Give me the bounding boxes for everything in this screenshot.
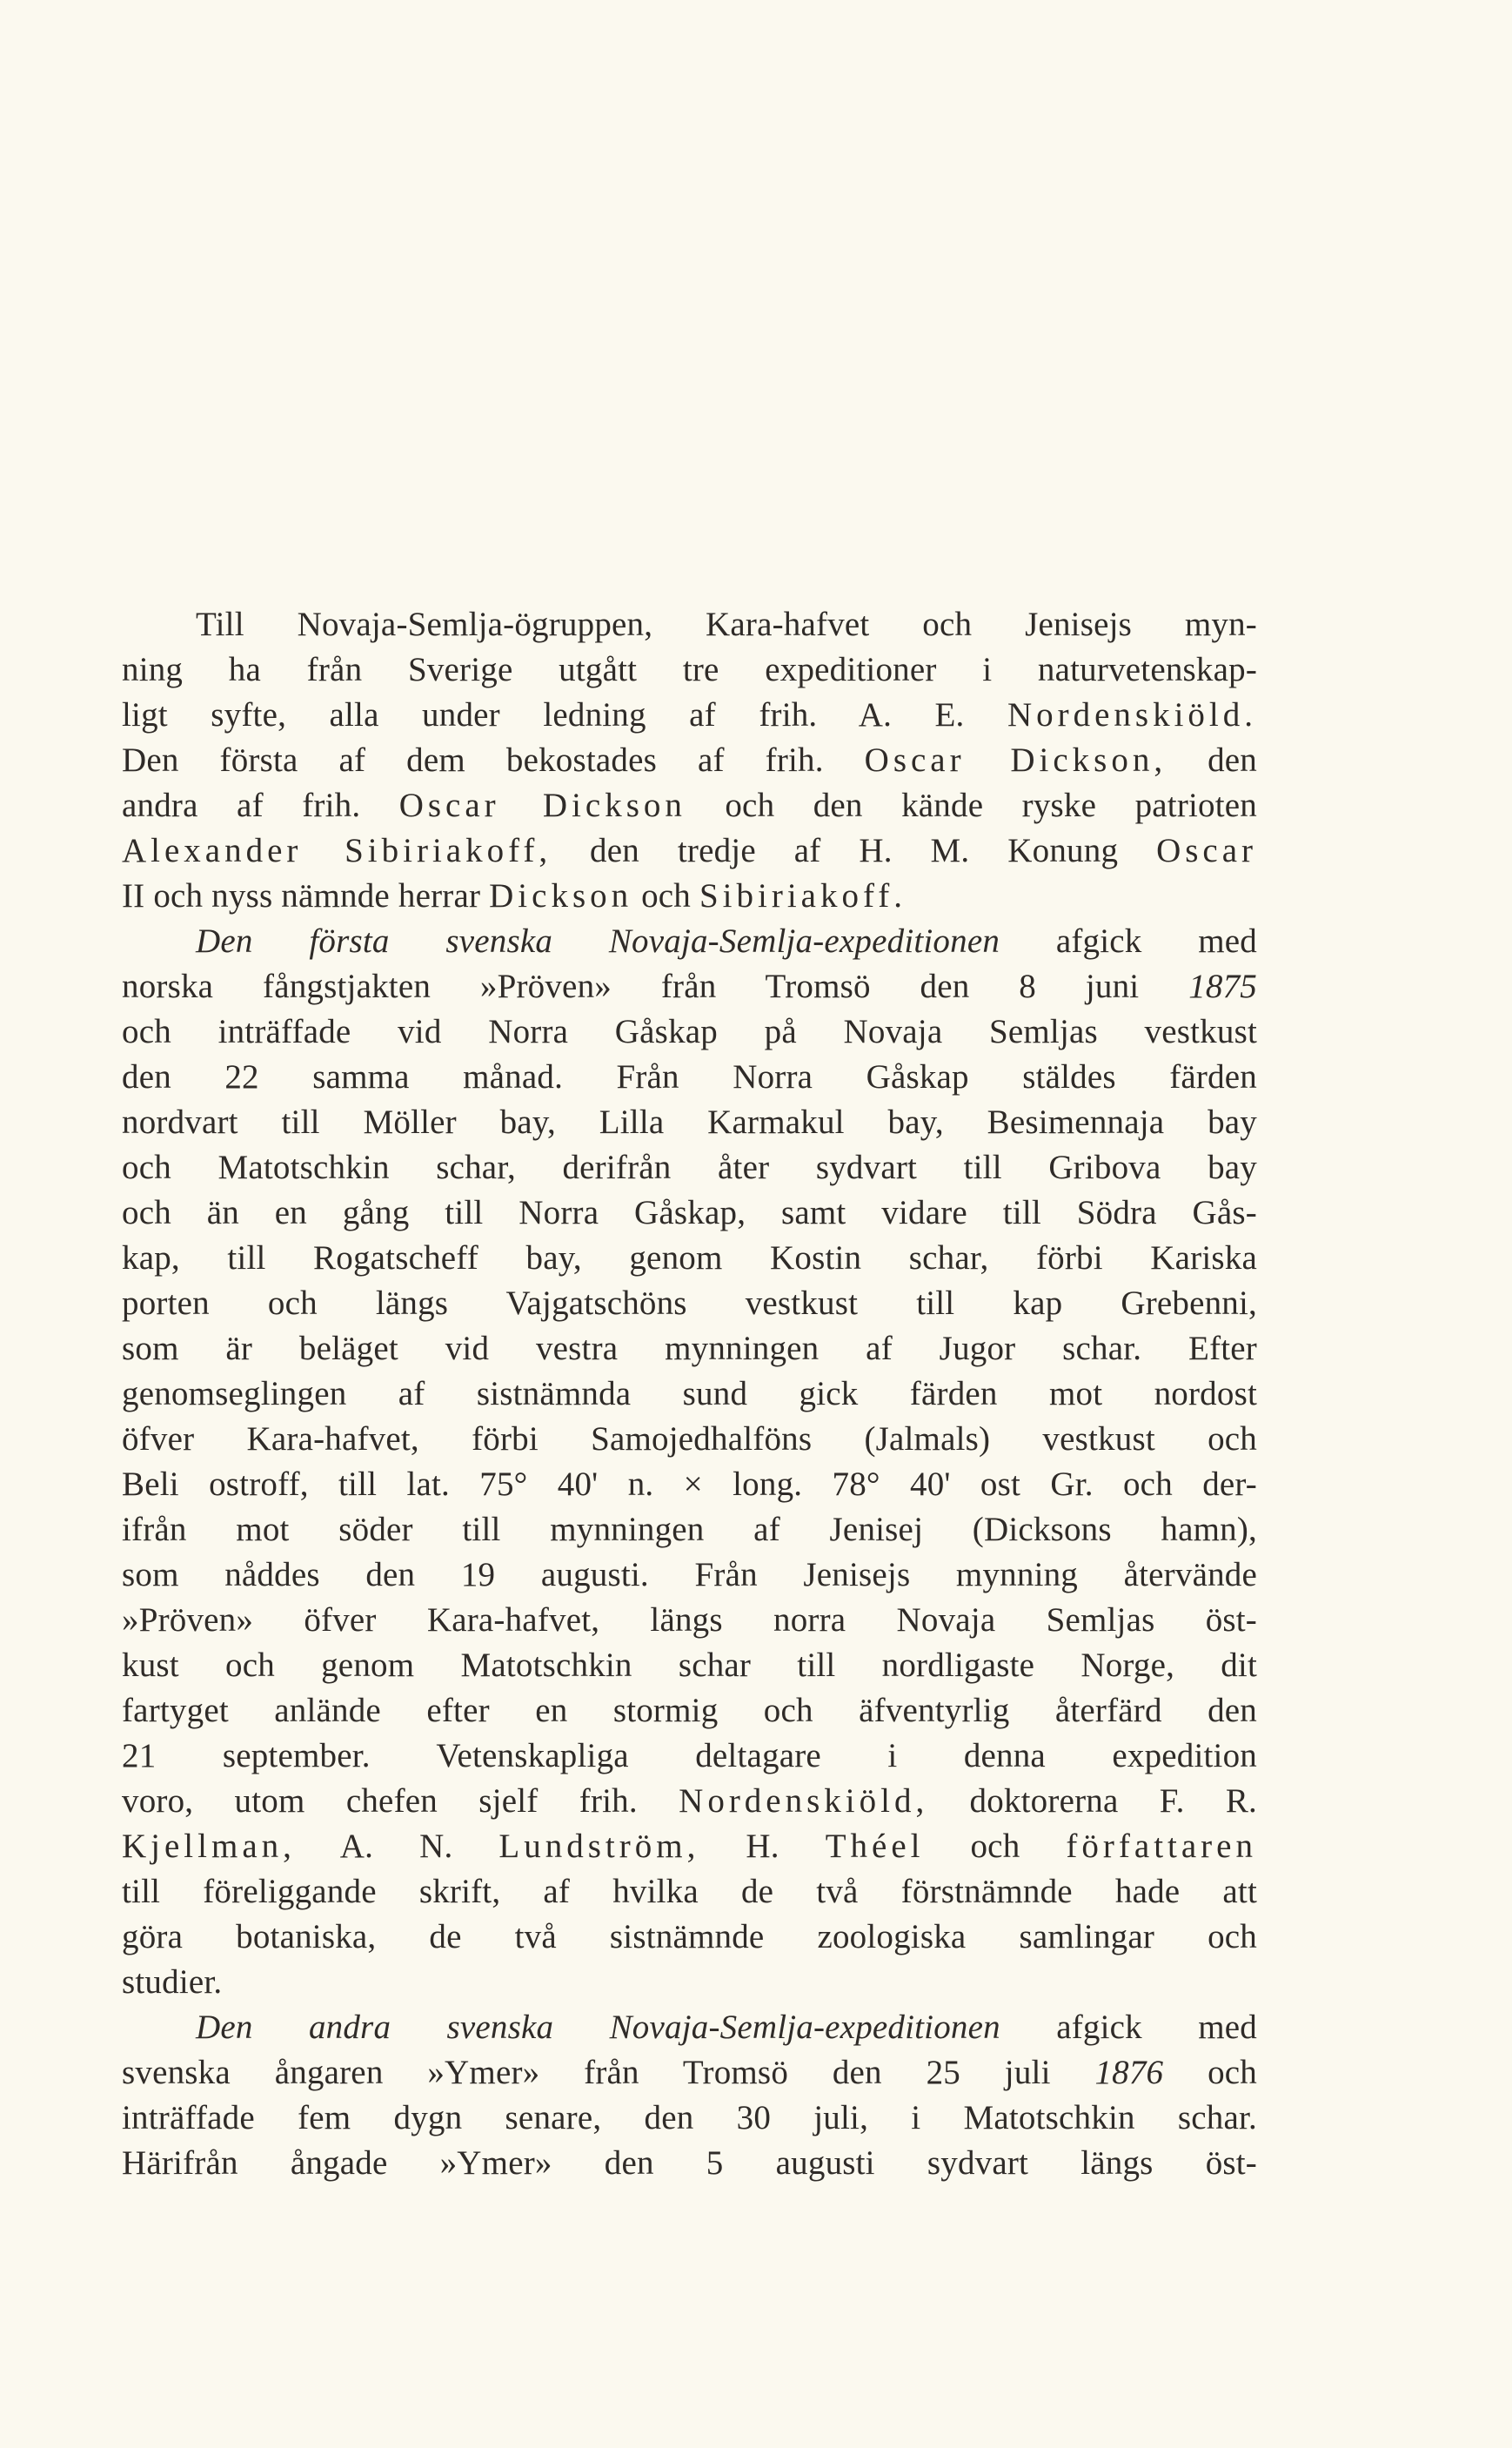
text-line xyxy=(122,1824,1257,1869)
person-name: Lundström, xyxy=(498,1828,700,1865)
text-line: inträffade fem dygn senare, den 30 juli, i Matotschkin schar. xyxy=(122,2099,1257,2136)
text-line xyxy=(122,1779,1257,1824)
expedition-title: Den andra svenska Novaja-Semlja-expeditionen xyxy=(196,2009,1000,2046)
year: 1875 xyxy=(1188,968,1258,1005)
text-line: ning ha från Sverige utgått tre expeditioner i naturvetenskap- xyxy=(122,651,1257,688)
text-line: porten och längs Vajgatschöns vestkust till kap Grebenni, xyxy=(122,1284,1257,1322)
text-span: och den kände ryske patrioten xyxy=(725,787,1257,824)
text-span: voro, utom chefen sjelf frih. xyxy=(122,1782,638,1820)
text-line: öfver Kara-hafvet, förbi Samojedhalföns (Jalmals) vestkust och xyxy=(122,1420,1257,1458)
text-span: den xyxy=(1208,741,1257,779)
person-name: Nordenskiöld. xyxy=(1007,696,1257,734)
text-span: doktorerna F. R. xyxy=(969,1782,1257,1820)
person-name: Dickson xyxy=(489,877,633,915)
text-line: »Pröven» öfver Kara-hafvet, längs norra Novaja Semljas öst- xyxy=(122,1601,1257,1639)
text-span: afgick med xyxy=(1056,2009,1257,2046)
person-name: Oscar Dickson xyxy=(398,787,686,824)
text-line xyxy=(122,693,1257,738)
text-line: 21 september. Vetenskapliga deltagare i denna expedition xyxy=(122,1737,1257,1774)
text-span: H. xyxy=(746,1828,779,1865)
text-line: till föreliggande skrift, af hvilka de två förstnämnde hade att xyxy=(122,1873,1257,1910)
text-span: och xyxy=(641,877,692,915)
text-line: som är beläget vid vestra mynningen af Jugor schar. Efter xyxy=(122,1330,1257,1367)
text-line: ifrån mot söder till mynningen af Jenisej (Dicksons hamn), xyxy=(122,1511,1257,1548)
text-line: som nåddes den 19 augusti. Från Jenisejs mynning återvände xyxy=(122,1556,1257,1593)
text-line: fartyget anlände efter en stormig och äfventyrlig återfärd den xyxy=(122,1692,1257,1729)
text-line: kust och genom Matotschkin schar till nordligaste Norge, dit xyxy=(122,1647,1257,1684)
person-name: Kjellman, xyxy=(122,1828,296,1865)
text-line: kap, till Rogatscheff bay, genom Kostin schar, förbi Kariska xyxy=(122,1239,1257,1277)
text-line xyxy=(122,738,1257,783)
expedition-title: Den första svenska Novaja-Semlja-expeditionen xyxy=(196,922,1000,960)
text-span: andra af frih. xyxy=(122,787,361,824)
text-line: Härifrån ångade »Ymer» den 5 augusti sydvart längs öst- xyxy=(122,2144,1257,2182)
person-name: Sibiriakoff. xyxy=(699,877,907,915)
text-span: ligt syfte, alla under ledning af frih. A. E. xyxy=(122,696,965,734)
text-span: den tredje af H. M. Konung xyxy=(590,832,1119,869)
person-name: Nordenskiöld, xyxy=(679,1782,929,1820)
text-line: och Matotschkin schar, derifrån åter sydvart till Gribova bay xyxy=(122,1149,1257,1186)
text-line: Beli ostroff, till lat. 75° 40' n. × long. 78° 40' ost Gr. och der- xyxy=(122,1465,1257,1503)
text-line xyxy=(122,874,1257,919)
text-line: och inträffade vid Norra Gåskap på Novaja Semljas vestkust xyxy=(122,1013,1257,1050)
text-line xyxy=(122,2050,1257,2096)
text-line xyxy=(122,828,1257,874)
text-span: och xyxy=(970,1828,1020,1865)
text-line: den 22 samma månad. Från Norra Gåskap stäldes färden xyxy=(122,1058,1257,1096)
text-span: II och nyss nämnde herrar xyxy=(122,877,481,915)
person-name: författaren xyxy=(1066,1828,1257,1865)
text-line: genomseglingen af sistnämnda sund gick färden mot nordost xyxy=(122,1375,1257,1412)
body-text xyxy=(122,602,1257,2186)
text-line: göra botaniska, de två sistnämnde zoologiska samlingar och xyxy=(122,1918,1257,1955)
text-span: svenska ångaren »Ymer» från Tromsö den 25 juli xyxy=(122,2054,1051,2091)
text-line: nordvart till Möller bay, Lilla Karmakul bay, Besimennaja bay xyxy=(122,1103,1257,1141)
year: 1876 xyxy=(1094,2054,1164,2091)
text-span: och xyxy=(1208,2054,1257,2091)
text-span: norska fångstjakten »Pröven» från Tromsö den 8 juni xyxy=(122,968,1140,1005)
person-name: Théel xyxy=(825,1828,925,1865)
text-line xyxy=(122,783,1257,828)
text-line xyxy=(122,919,1257,964)
person-name: Alexander Sibiriakoff, xyxy=(122,832,552,869)
text-span: Den första af dem bekostades af frih. xyxy=(122,741,824,779)
text-line xyxy=(122,964,1257,1009)
text-line xyxy=(122,2005,1257,2050)
person-name: Oscar Dickson, xyxy=(864,741,1167,779)
text-line: Till Novaja-Semlja-ögruppen, Kara-hafvet och Jenisejs myn- xyxy=(196,606,1257,643)
person-name: Oscar xyxy=(1156,832,1258,869)
text-line: studier. xyxy=(122,1963,223,2001)
text-span: afgick med xyxy=(1055,922,1257,960)
text-line: och än en gång till Norra Gåskap, samt vidare till Södra Gås- xyxy=(122,1194,1257,1231)
text-span: A. N. xyxy=(339,1828,453,1865)
